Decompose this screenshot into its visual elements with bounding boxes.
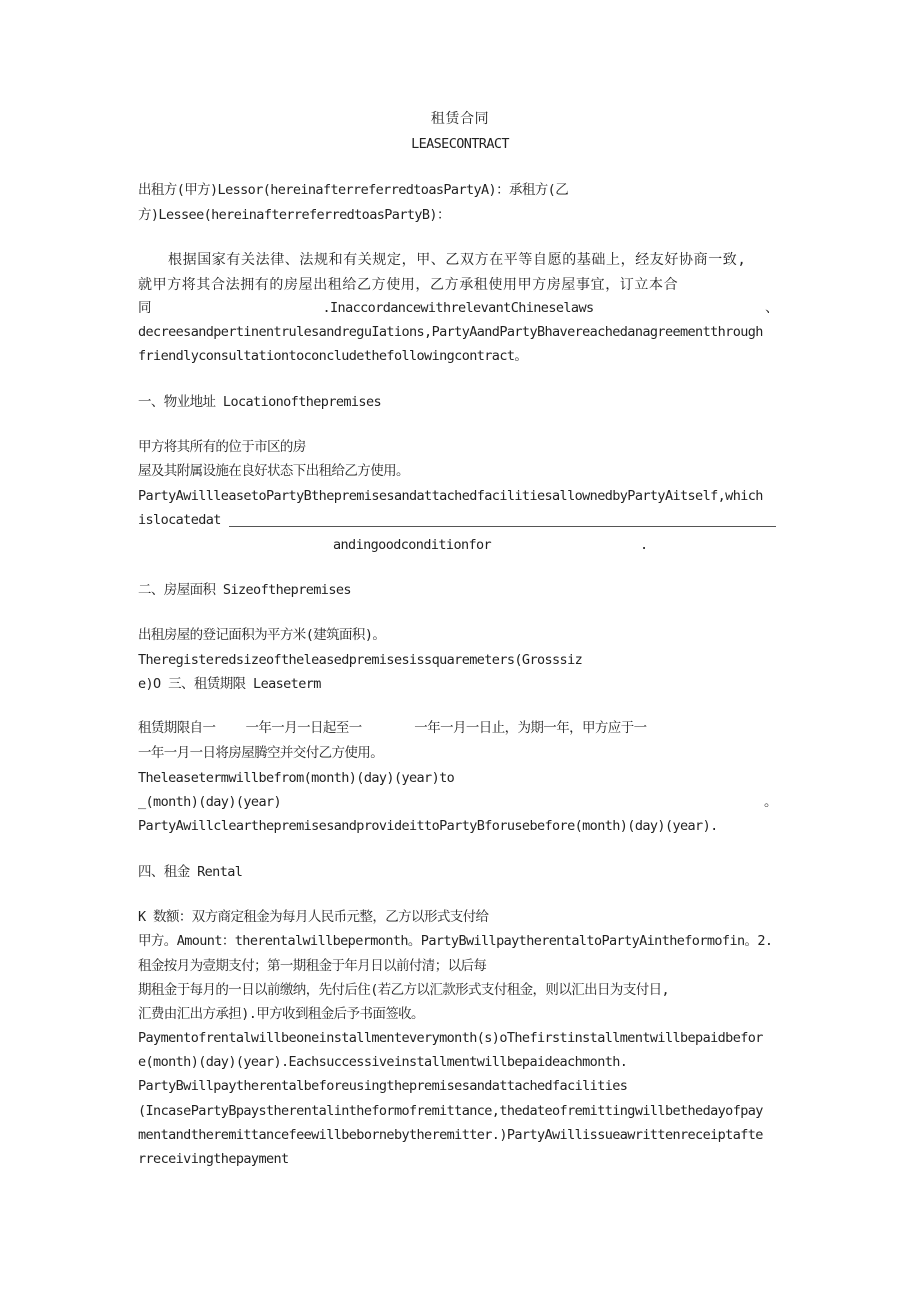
section-3-line-4-a: _(month)(day)(year) <box>138 794 282 810</box>
section-4-line-9: (IncasePartyBpaystherentalintheformofremittance,thedateofremittingwillbethedayofpay <box>138 1103 763 1119</box>
section-1-heading: 一、物业地址 Locationofthepremises <box>138 394 382 410</box>
section-1-line-2: 屋及其附属设施在良好状态下出租给乙方使用。 <box>138 463 409 479</box>
section-4-line-11: rreceivingthepayment <box>138 1151 289 1167</box>
section-1-line-5-a: andingoodconditionfor <box>333 537 492 553</box>
preamble-line-5: friendlyconsultationtoconcludethefollowingcontract。 <box>138 348 528 364</box>
section-4-line-7: e(month)(day)(year).Eachsuccessiveinstallmentwillbepaideachmonth. <box>138 1054 628 1070</box>
preamble-line-3-c: 、 <box>765 300 778 316</box>
preamble-line-2: 就甲方将其合法拥有的房屋出租给乙方使用，乙方承租使用甲方房屋事宜，订立本合 <box>138 277 679 293</box>
section-4-line-4: 期租金于每月的一日以前缴纳，先付后住(若乙方以汇款形式支付租金，则以汇出日为支付日, <box>138 982 670 998</box>
section-2-heading: 二、房屋面积 Sizeofthepremises <box>138 582 351 598</box>
section-3-line-3: Theleasetermwillbefrom(month)(day)(year)to <box>138 770 455 786</box>
section-2-line-1: 出租房屋的登记面积为平方米(建筑面积)。 <box>138 627 386 643</box>
section-1-line-4: islocatedat <box>138 512 221 528</box>
title-en: LEASECONTRACT <box>411 136 509 152</box>
section-4-line-2: 甲方。Amount：therentalwillbepermonth。PartyBwillpaytherentaltoPartyAintheformofin。2. <box>138 933 773 949</box>
preamble-line-1: 根据国家有关法律、法规和有关规定，甲、乙双方在平等自愿的基础上，经友好协商一致, <box>168 252 747 268</box>
section-1-line-3: PartyAwillleasetoPartyBthepremisesandattachedfacilitiesallownedbyPartyAitself,which <box>138 488 763 504</box>
section-4-line-5: 汇费由汇出方承担).甲方收到租金后予书面签收。 <box>138 1006 424 1022</box>
preamble-line-3-a: 同 <box>138 300 151 316</box>
section-2-line-2: Theregisteredsizeoftheleasedpremisesissquaremeters(Grosssiz <box>138 652 583 668</box>
preamble-line-3-b: .InaccordancewithrelevantChineselaws <box>322 300 594 316</box>
section-4-line-3: 租金按月为壹期支付；第一期租金于年月日以前付清；以后每 <box>138 958 487 974</box>
preamble-line-4: decreesandpertinentrulesandreguIations,PartyAandPartyBhavereachedanagreementthrough <box>138 324 763 340</box>
section-2-line-3: e)O 三、租赁期限 Leaseterm <box>138 676 321 692</box>
section-4-heading: 四、租金 Rental <box>138 864 243 880</box>
section-1-line-5-b: . <box>640 537 648 553</box>
section-3-line-4-b: 。 <box>764 794 777 810</box>
section-3-line-2: 一年一月一日将房屋腾空并交付乙方使用。 <box>138 745 384 761</box>
preamble-line-3 <box>138 298 778 318</box>
address-blank-line <box>229 526 776 527</box>
parties-line-2: 方)Lessee(hereinafterreferredtoasPartyB)： <box>138 207 450 223</box>
section-3-line-5: PartyAwillclearthepremisesandprovideittoPartyBforusebefore(month)(day)(year). <box>138 818 718 834</box>
section-4-line-6: Paymentofrentalwillbeoneinstallmenteverymonth(s)oThefirstinstallmentwillbepaidbefor <box>138 1030 763 1046</box>
section-1-line-1: 甲方将其所有的位于市区的房 <box>138 439 306 455</box>
title-cn: 租赁合同 <box>430 111 490 127</box>
section-4-line-8: PartyBwillpaytherentalbeforeusingthepremisesandattachedfacilities <box>138 1078 628 1094</box>
section-4-line-10: mentandtheremittancefeewillbebornebytheremitter.)PartyAwillissueawrittenreceiptafte <box>138 1127 763 1143</box>
section-4-line-1: K 数额：双方商定租金为每月人民币元整，乙方以形式支付给 <box>138 909 489 925</box>
parties-line-1: 出租方(甲方)Lessor(hereinafterreferredtoasPartyA)：承租方(乙 <box>138 182 569 198</box>
section-3-line-1: 租赁期限自一 一年一月一日起至一 一年一月一日止，为期一年，甲方应于一 <box>138 720 647 736</box>
